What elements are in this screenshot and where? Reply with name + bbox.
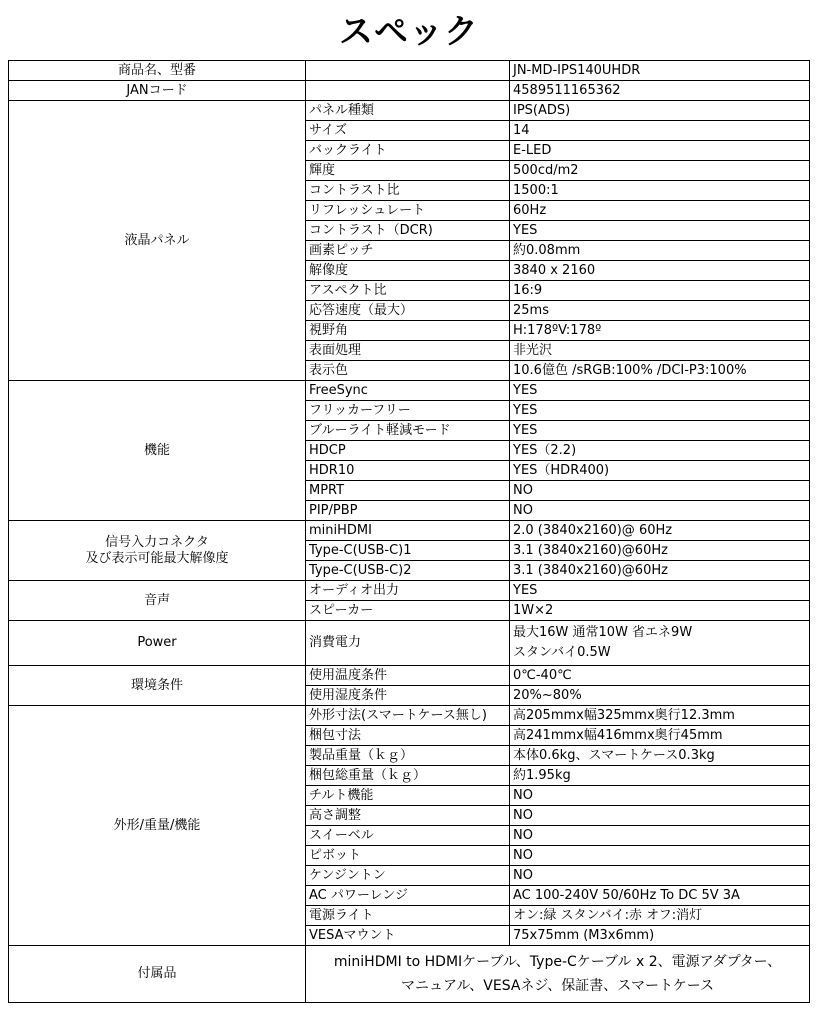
accessories-line: miniHDMI to HDMIケーブル、Type-Cケーブル x 2、電源アダプター、 [333, 954, 782, 970]
spec-row [9, 61, 810, 81]
spec-value: YES [510, 421, 810, 441]
spec-label: 製品重量（ｋｇ） [306, 746, 510, 766]
spec-label: ケンジントン [306, 866, 510, 886]
category-text: 機能 [143, 442, 170, 458]
spec-label: miniHDMI [306, 521, 510, 541]
category-text: 音声 [143, 592, 170, 608]
spec-label [306, 81, 510, 101]
spec-label: 解像度 [306, 261, 510, 281]
spec-category: 商品名、型番 [9, 61, 306, 81]
spec-value: 75x75mm (M3x6mm) [510, 926, 810, 946]
spec-value: NO [510, 786, 810, 806]
spec-label [306, 61, 510, 81]
spec-value: YES [510, 381, 810, 401]
spec-value: NO [510, 826, 810, 846]
spec-value: NO [510, 481, 810, 501]
spec-label: バックライト [306, 141, 510, 161]
spec-value: 1500:1 [510, 181, 810, 201]
spec-value: YES（HDR400) [510, 461, 810, 481]
spec-label: 消費電力 [306, 621, 510, 666]
spec-row [9, 521, 810, 541]
spec-label: MPRT [306, 481, 510, 501]
spec-value: 3840 x 2160 [510, 261, 810, 281]
spec-value: AC 100-240V 50/60Hz To DC 5V 3A [510, 886, 810, 906]
spec-label: Type-C(USB-C)1 [306, 541, 510, 561]
physical-category [9, 706, 306, 946]
spec-value: 10.6億色 /sRGB:100% /DCI-P3:100% [510, 361, 810, 381]
spec-label: オーディオ出力 [306, 581, 510, 601]
spec-row [9, 101, 810, 121]
spec-value: 60Hz [510, 201, 810, 221]
spec-value: NO [510, 806, 810, 826]
spec-row [9, 666, 810, 686]
spec-row [9, 381, 810, 401]
spec-label: パネル種類 [306, 101, 510, 121]
spec-label: スピーカー [306, 601, 510, 621]
spec-label: 輝度 [306, 161, 510, 181]
spec-label: 使用温度条件 [306, 666, 510, 686]
spec-value: YES [510, 581, 810, 601]
spec-value: NO [510, 846, 810, 866]
spec-label: 画素ピッチ [306, 241, 510, 261]
accessories-line: マニュアル、VESAネジ、保証書、スマートケース [400, 978, 715, 994]
spec-value: 1W×2 [510, 601, 810, 621]
spec-row [9, 946, 810, 1003]
spec-value: 20%~80% [510, 686, 810, 706]
spec-label: スイーベル [306, 826, 510, 846]
accessories-value [306, 946, 810, 1003]
power-category: Power [9, 621, 306, 666]
environment-category [9, 666, 306, 706]
spec-label: PIP/PBP [306, 501, 510, 521]
spec-value: 3.1 (3840x2160)@60Hz [510, 561, 810, 581]
spec-label: FreeSync [306, 381, 510, 401]
spec-label: コントラスト比 [306, 181, 510, 201]
spec-row [9, 621, 810, 666]
spec-value: IPS(ADS) [510, 101, 810, 121]
spec-value: 高205mmx幅325mmx奥行12.3mm [510, 706, 810, 726]
spec-label: 外形寸法(スマートケース無し) [306, 706, 510, 726]
spec-label: 高さ調整 [306, 806, 510, 826]
spec-value: 約0.08mm [510, 241, 810, 261]
function-category [9, 381, 306, 521]
spec-value: 25ms [510, 301, 810, 321]
spec-value: 16:9 [510, 281, 810, 301]
spec-value: 0℃-40℃ [510, 666, 810, 686]
spec-value: NO [510, 866, 810, 886]
spec-label: 表面処理 [306, 341, 510, 361]
spec-label: アスペクト比 [306, 281, 510, 301]
spec-label: 使用湿度条件 [306, 686, 510, 706]
power-value-line: 最大16W 通常10W 省エネ9W [513, 625, 693, 640]
spec-label: VESAマウント [306, 926, 510, 946]
category-text: 信号入力コネクタ [105, 534, 209, 550]
spec-value [510, 621, 810, 666]
spec-value: YES [510, 221, 810, 241]
spec-row [9, 581, 810, 601]
spec-value: 本体0.6kg、スマートケース0.3kg [510, 746, 810, 766]
spec-value: 非光沢 [510, 341, 810, 361]
spec-label: HDCP [306, 441, 510, 461]
spec-label: チルト機能 [306, 786, 510, 806]
category-text: 環境条件 [130, 677, 183, 693]
page-title: スペック [339, 12, 479, 52]
spec-category: JANコード [9, 81, 306, 101]
power-value-line: スタンバイ0.5W [513, 645, 611, 660]
spec-value: H:178ºV:178º [510, 321, 810, 341]
category-text: 外形/重量/機能 [113, 817, 201, 833]
category-text: 及び表示可能最大解像度 [85, 550, 229, 566]
spec-value: E-LED [510, 141, 810, 161]
spec-label: AC パワーレンジ [306, 886, 510, 906]
spec-value: 500cd/m2 [510, 161, 810, 181]
spec-value: YES（2.2) [510, 441, 810, 461]
spec-label: 表示色 [306, 361, 510, 381]
audio-category [9, 581, 306, 621]
spec-label: 梱包寸法 [306, 726, 510, 746]
spec-value: 約1.95kg [510, 766, 810, 786]
spec-label: 応答速度（最大） [306, 301, 510, 321]
category-text: 液晶パネル [124, 232, 190, 248]
spec-value: 4589511165362 [510, 81, 810, 101]
panel-category [9, 101, 306, 381]
input-category [9, 521, 306, 581]
spec-row [9, 81, 810, 101]
spec-table [8, 60, 810, 1003]
spec-value: 高241mmx幅416mmx奥行45mm [510, 726, 810, 746]
spec-label: リフレッシュレート [306, 201, 510, 221]
spec-value: NO [510, 501, 810, 521]
spec-label: Type-C(USB-C)2 [306, 561, 510, 581]
spec-label: ブルーライト軽減モード [306, 421, 510, 441]
spec-value: オン:緑 スタンバイ:赤 オフ:消灯 [510, 906, 810, 926]
accessories-category: 付属品 [9, 946, 306, 1003]
spec-row [9, 706, 810, 726]
spec-value: 3.1 (3840x2160)@60Hz [510, 541, 810, 561]
spec-value: 14 [510, 121, 810, 141]
spec-label: サイズ [306, 121, 510, 141]
spec-value: 2.0 (3840x2160)@ 60Hz [510, 521, 810, 541]
spec-value: JN-MD-IPS140UHDR [510, 61, 810, 81]
spec-label: ピボット [306, 846, 510, 866]
spec-value: YES [510, 401, 810, 421]
spec-label: 電源ライト [306, 906, 510, 926]
spec-label: 視野角 [306, 321, 510, 341]
spec-label: フリッカーフリー [306, 401, 510, 421]
spec-label: 梱包総重量（ｋｇ） [306, 766, 510, 786]
spec-label: コントラスト（DCR) [306, 221, 510, 241]
spec-label: HDR10 [306, 461, 510, 481]
